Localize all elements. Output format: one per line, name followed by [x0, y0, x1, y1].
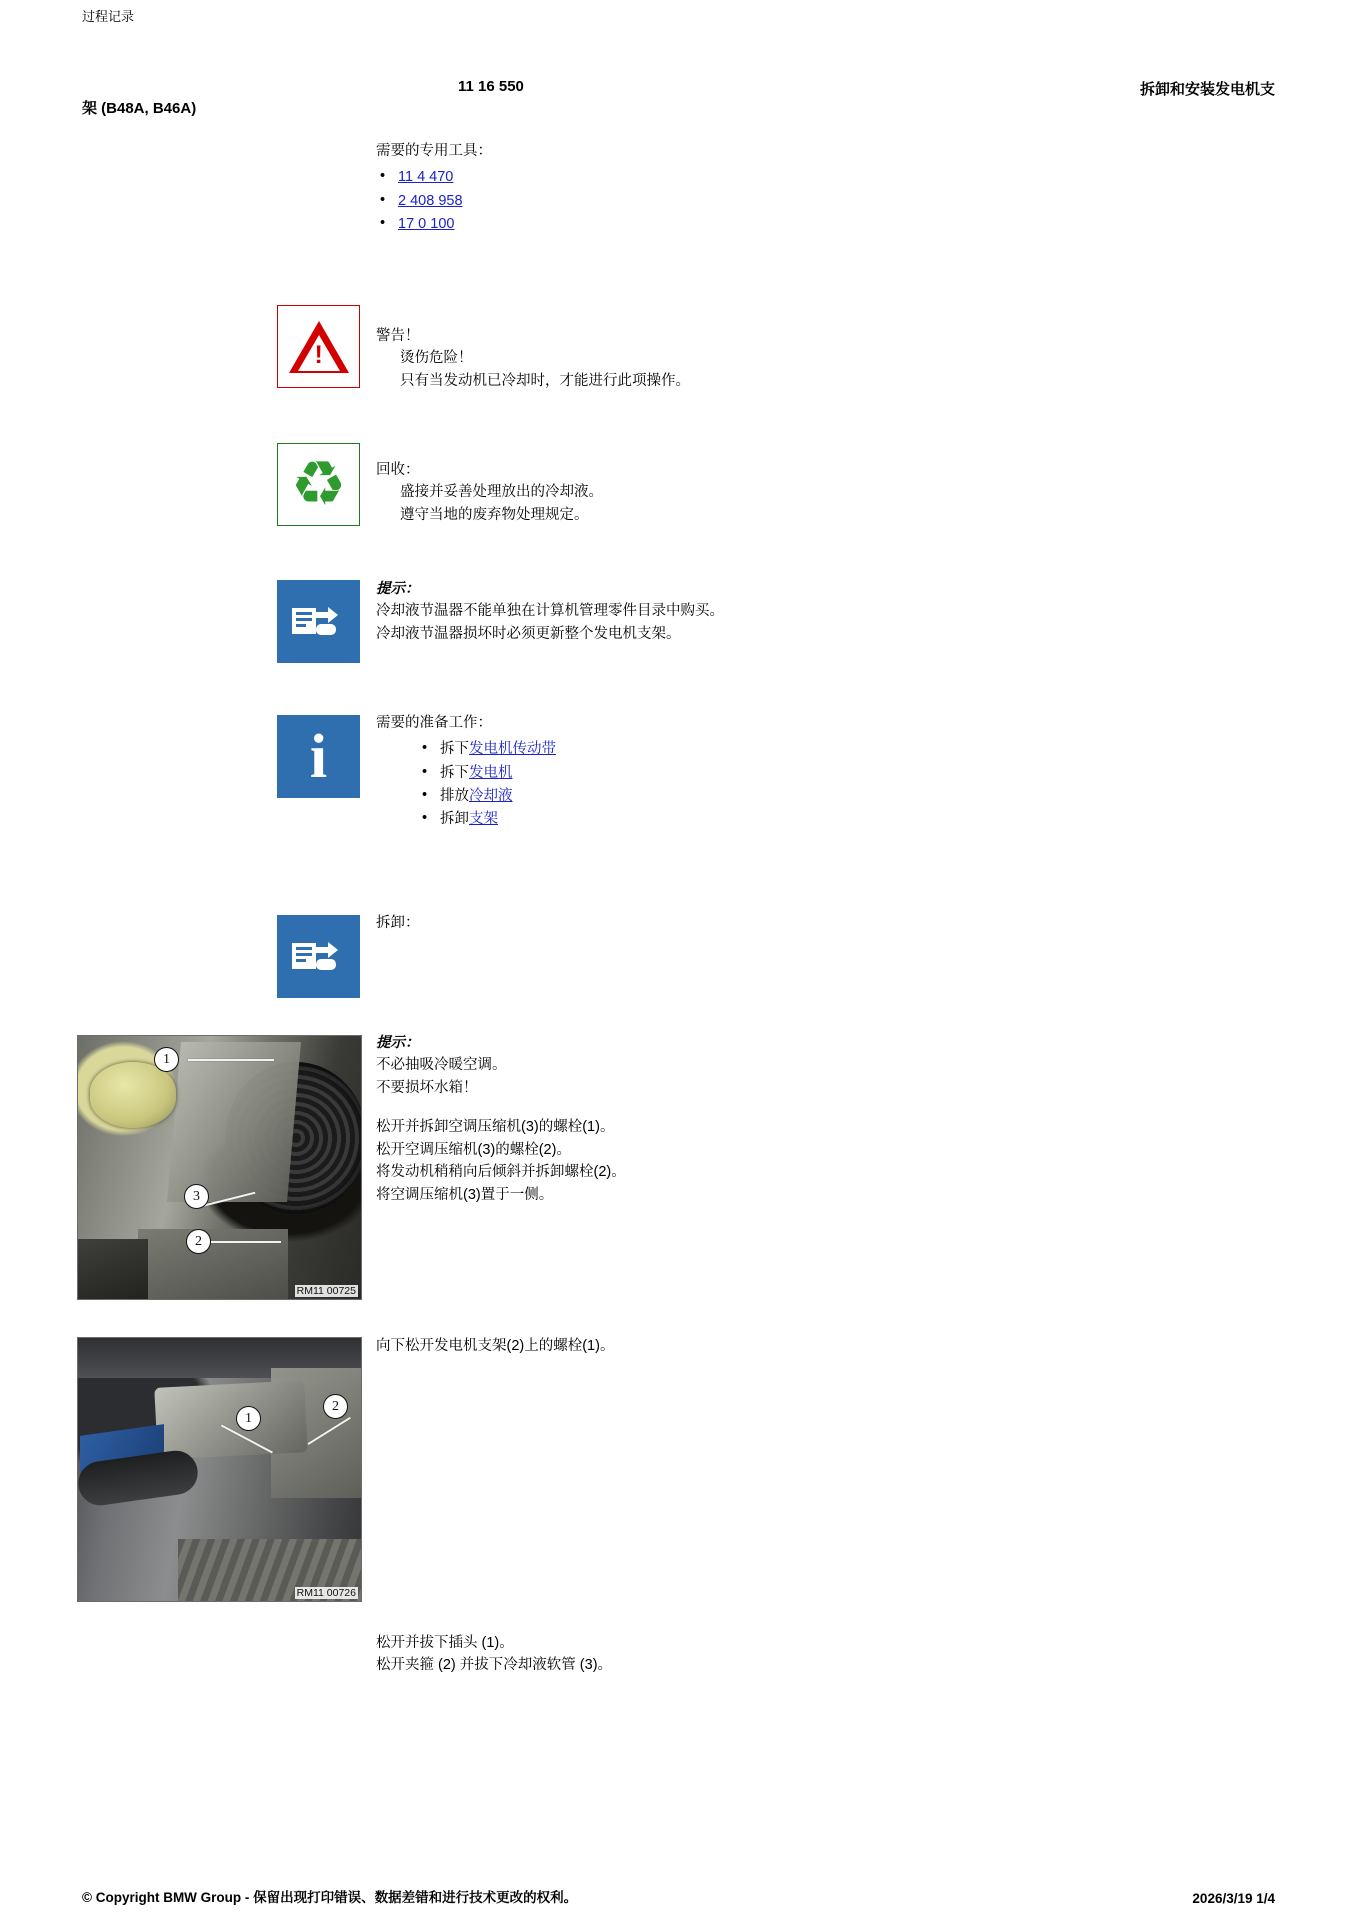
recycle-line-1: 盛接并妥善处理放出的冷却液。 — [400, 484, 603, 501]
recycle-block — [376, 459, 603, 526]
dark-corner-shape — [78, 1239, 148, 1299]
prep-prefix: 拆卸 — [440, 811, 469, 828]
preparatory-heading: 需要的准备工作： — [376, 715, 492, 731]
note-title: 提示： — [376, 1035, 420, 1051]
removal-heading-block — [376, 912, 420, 934]
footer-copyright: © Copyright BMW Group - 保留出现打印错误、数据差错和进行技术更改的权利。 — [82, 1890, 578, 1905]
callout-1: 1 — [236, 1406, 261, 1431]
tool-link[interactable]: 11 4 470 — [398, 169, 454, 186]
figure1-note-line-2: 不要损坏水箱！ — [376, 1079, 478, 1096]
note-title: 提示： — [376, 581, 420, 597]
housing-shape — [167, 1042, 301, 1202]
list-item — [398, 166, 492, 189]
recycle-line-2: 遵守当地的废弃物处理规定。 — [400, 506, 589, 523]
list-item — [440, 808, 556, 831]
recycle-title: 回收： — [376, 462, 420, 478]
warning-subtitle: 烫伤危险！ — [400, 350, 473, 367]
leader-line — [188, 1059, 274, 1061]
figure1-step-1: 松开并拆卸空调压缩机(3)的螺栓(1)。 — [376, 1119, 615, 1136]
preparatory-list — [376, 738, 556, 831]
prep-link[interactable]: 发电机 — [469, 764, 513, 781]
note-line-2: 冷却液节温器损坏时必须更新整个发电机支架。 — [376, 625, 681, 642]
tool-link[interactable]: 2 408 958 — [398, 192, 463, 209]
special-tools-list — [376, 166, 492, 236]
document-header-label: 过程记录 — [82, 9, 135, 24]
info-i-icon — [277, 715, 360, 798]
tool-link[interactable]: 17 0 100 — [398, 215, 455, 232]
list-item — [398, 213, 492, 236]
recycle-glyph: ♻ — [290, 449, 347, 519]
hand-point-glyph — [290, 933, 348, 981]
figure-image — [78, 1338, 361, 1601]
figure1-text-block — [376, 1032, 626, 1206]
figure1-note-line-1: 不必抽吸冷暖空调。 — [376, 1057, 507, 1074]
figure1-step-2: 松开空调压缩机(3)的螺栓(2)。 — [376, 1141, 571, 1158]
figure-alternator-bracket-bolts — [77, 1337, 362, 1602]
special-tools-heading: 需要的专用工具： — [376, 143, 492, 159]
prep-link[interactable]: 支架 — [469, 811, 498, 828]
warning-title: 警告！ — [376, 328, 420, 344]
hand-point-glyph — [290, 598, 348, 646]
removal-heading: 拆卸： — [376, 915, 420, 931]
list-item — [440, 785, 556, 808]
closing-step-2: 松开夹箍 (2) 并拔下冷却液软管 (3)。 — [376, 1657, 613, 1674]
figure2-step-1: 向下松开发电机支架(2)上的螺栓(1)。 — [376, 1338, 615, 1354]
spacer — [376, 1099, 626, 1116]
figure1-step-4: 将空调压缩机(3)置于一侧。 — [376, 1186, 554, 1203]
callout-2: 2 — [323, 1394, 348, 1419]
list-item — [440, 762, 556, 785]
closing-step-1: 松开并拔下插头 (1)。 — [376, 1635, 514, 1651]
callout-1: 1 — [154, 1047, 179, 1072]
figure-compressor-bolts — [77, 1035, 362, 1300]
procedure-title-continuation: 架 (B48A, B46A) — [82, 100, 197, 117]
footer-page-info: 2026/3/19 1/4 — [1192, 1891, 1275, 1906]
prep-prefix: 拆下 — [440, 741, 469, 758]
special-tools-section — [376, 140, 492, 236]
list-item — [440, 738, 556, 761]
preparatory-work-block — [376, 712, 556, 831]
prep-prefix: 拆下 — [440, 764, 469, 781]
figure-image — [78, 1036, 361, 1299]
warning-triangle-icon: ! — [277, 305, 360, 388]
callout-3: 3 — [184, 1184, 209, 1209]
hand-point-icon — [277, 580, 360, 663]
bracket-shape — [154, 1380, 308, 1460]
coolant-cap-shape — [90, 1062, 176, 1128]
warning-body: 只有当发动机已冷却时，才能进行此项操作。 — [400, 372, 690, 389]
note-line-1: 冷却液节温器不能单独在计算机管理零件目录中购买。 — [376, 603, 724, 620]
recycle-icon — [277, 443, 360, 526]
note-block-1 — [376, 578, 724, 645]
callout-2: 2 — [186, 1229, 211, 1254]
procedure-number: 11 16 550 — [458, 78, 524, 95]
document-footer — [82, 1886, 1275, 1906]
hand-point-icon — [277, 915, 360, 998]
warning-block — [376, 325, 690, 392]
info-glyph: i — [309, 722, 328, 791]
procedure-title-right: 拆卸和安装发电机支 — [1139, 81, 1275, 98]
figure2-text-block — [376, 1335, 614, 1357]
list-item — [398, 190, 492, 213]
lower-block-shape — [138, 1229, 288, 1299]
figure-code: RM11 00726 — [296, 1587, 356, 1599]
prep-link[interactable]: 发电机传动带 — [469, 741, 556, 758]
closing-steps-block — [376, 1632, 612, 1677]
figure1-step-3: 将发动机稍稍向后倾斜并拆卸螺栓(2)。 — [376, 1164, 626, 1181]
prep-link[interactable]: 冷却液 — [469, 787, 513, 804]
figure-code: RM11 00725 — [296, 1285, 356, 1297]
prep-prefix: 排放 — [440, 787, 469, 804]
